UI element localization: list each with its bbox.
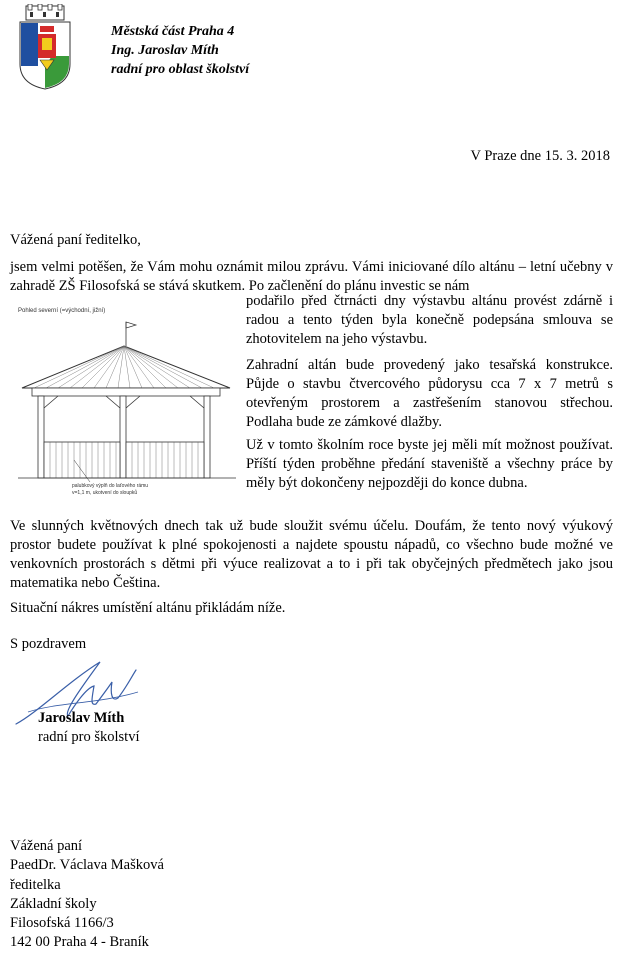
address-line: ředitelka — [10, 876, 61, 893]
paragraph-2: Zahradní altán bude provedený jako tesařská konstrukce. Půjde o stavbu čtvercového půdorysu cca 7 x 7 metrů s otevřeným prostorem a zastřešením stanovou střechou. Podlaha bude ze zámkové dlažby. — [246, 357, 613, 430]
closing: S pozdravem — [10, 636, 87, 652]
figure-caption-bottom-1: palubkový výplň do laťového rámu — [72, 483, 149, 489]
letterhead — [111, 22, 249, 79]
recipient-address — [10, 837, 164, 953]
signature-role: radní pro školství — [38, 729, 140, 745]
paragraph-4: Ve slunných květnových dnech tak už bude sloužit svému účelu. Doufám, že tento nový výukový prostor budete používat k plné spokojenosti a najdete spoustu nápadů, co všechno bude možné ve venkovních prostorách s dětmi při výuce realizovat a to i při tak obyčejných předmětech jako jsou matematika nebo Čeština. — [10, 518, 613, 591]
paragraph-1-continued: podařilo před čtrnácti dny výstavbu altánu provést zdárně i radou a tento týden byla konečně podepsána smlouva se zhotovitelem na jeho výstavbu. — [246, 293, 613, 347]
letterhead-district: Městská část Praha 4 — [111, 24, 235, 39]
paragraph-3: Už v tomto školním roce byste jej měli mít možnost používat. Příští týden proběhne předání staveniště a všechny práce by měly být dokončeny nejpozději do konce dubna. — [246, 437, 613, 491]
gazebo-drawing — [14, 302, 246, 497]
paragraph-intro: jsem velmi potěšen, že Vám mohu oznámit milou zprávu. Vámi iniciované dílo altánu – letní učebny v zahradě ZŠ Filosofská se stává skutkem. Po začlenění do plánu investic se nám — [10, 259, 613, 294]
salutation: Vážená paní ředitelko, — [10, 232, 141, 248]
figure-caption-top: Pohled severní (=východní, jižní) — [18, 308, 106, 314]
figure-caption-bottom-2: v=1,1 m, ukotvení do sloupků — [72, 490, 138, 496]
address-line: 142 00 Praha 4 - Braník — [10, 934, 149, 951]
letter-date: V Praze dne 15. 3. 2018 — [470, 148, 610, 164]
address-line: Filosofská 1166/3 — [10, 915, 114, 932]
coat-of-arms-logo — [18, 4, 72, 90]
address-line: Vážená paní — [10, 838, 83, 854]
signature-name: Jaroslav Míth — [38, 710, 125, 726]
paragraph-5: Situační nákres umístění altánu přikládám níže. — [10, 600, 286, 616]
address-line: Základní školy — [10, 895, 97, 912]
address-line: PaedDr. Václava Mašková — [10, 857, 164, 874]
letterhead-name: Ing. Jaroslav Míth — [111, 43, 219, 58]
letterhead-role: radní pro oblast školství — [111, 62, 250, 77]
